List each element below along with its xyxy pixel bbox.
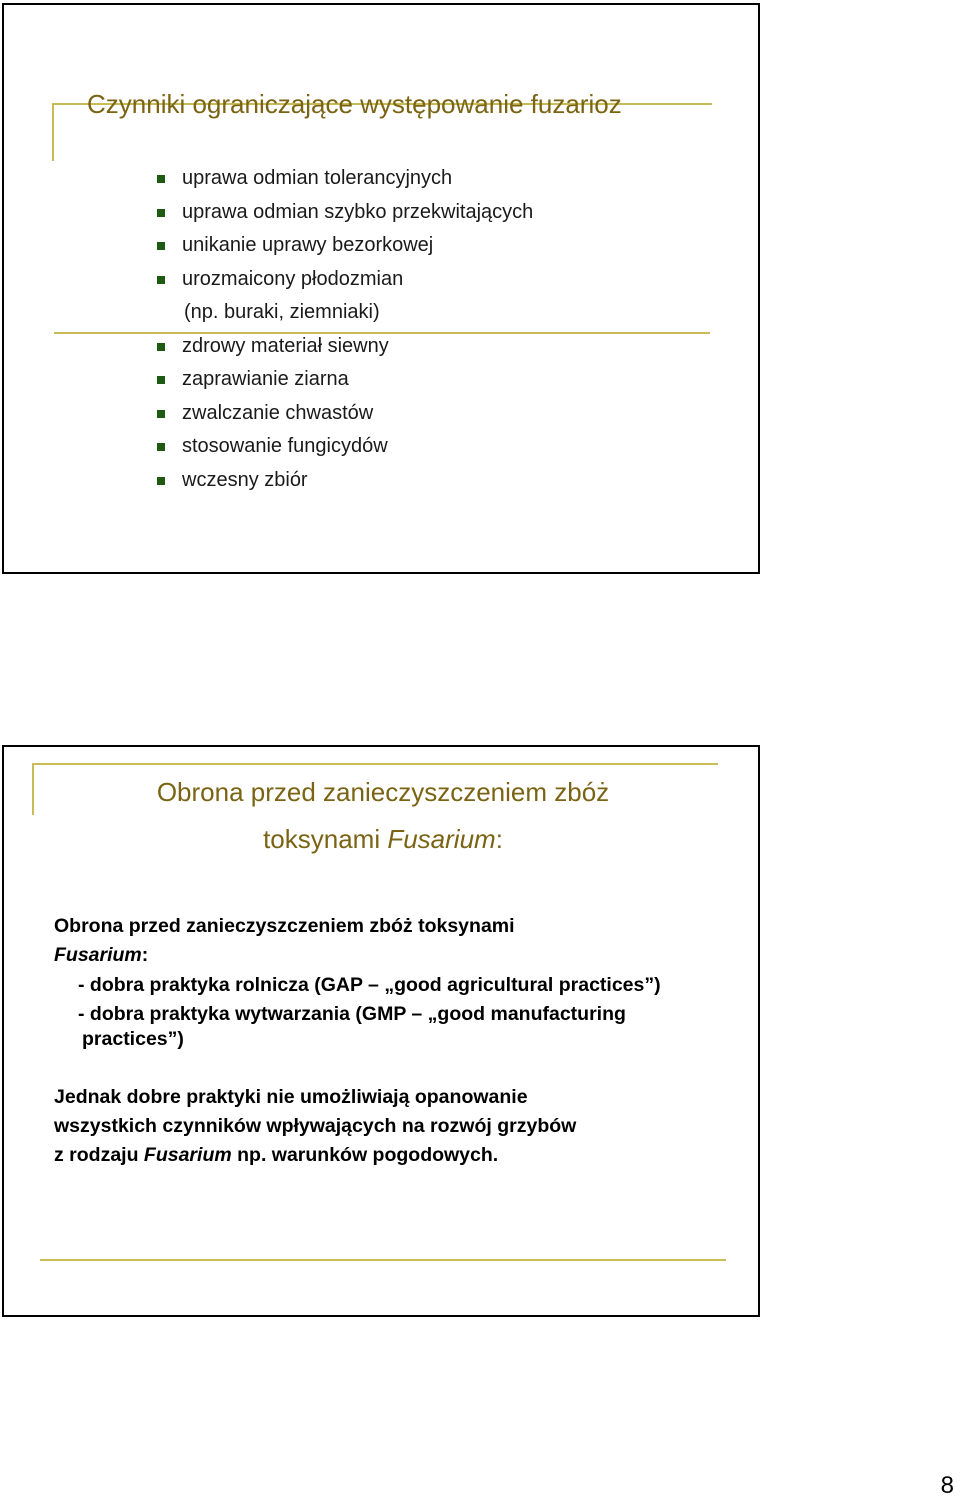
page-number: 8 — [940, 1472, 954, 1499]
square-bullet-icon — [157, 410, 165, 418]
title-accent-vertical — [52, 103, 54, 161]
square-bullet-icon — [157, 209, 165, 217]
square-bullet-icon — [157, 376, 165, 384]
bottom-accent-line — [40, 1259, 726, 1261]
square-bullet-icon — [157, 477, 165, 485]
slide-title-line-1: Obrona przed zanieczyszczeniem zbóż — [156, 777, 610, 807]
list-item: stosowanie fungicydów — [154, 431, 533, 465]
list-item: urozmaicony płodozmian — [154, 264, 533, 298]
list-item: uprawa odmian szybko przekwitających — [154, 197, 533, 231]
list-item: zwalczanie chwastów — [154, 398, 533, 432]
slide-1 — [2, 3, 760, 574]
intro-line-1: Obrona przed zanieczyszczeniem zbóż toksynami — [54, 915, 515, 937]
paragraph-line-1: Jednak dobre praktyki nie umożliwiają opanowanie — [54, 1086, 528, 1108]
slide-2 — [2, 745, 760, 1317]
square-bullet-icon — [157, 443, 165, 451]
square-bullet-icon — [157, 242, 165, 250]
list-item: unikanie uprawy bezorkowej — [154, 230, 533, 264]
slide-title-line-2: toksynami Fusarium: — [263, 824, 503, 854]
title-accent-line — [32, 763, 718, 765]
list-item: wczesny zbiór — [154, 465, 533, 499]
paragraph-line-3: z rodzaju Fusarium np. warunków pogodowych. — [54, 1144, 499, 1166]
paragraph-line-2: wszystkich czynników wpływających na rozwój grzybów — [54, 1115, 577, 1137]
list-item: uprawa odmian tolerancyjnych — [154, 163, 533, 197]
practice-item-gmp-continuation: practices”) — [82, 1028, 184, 1050]
square-bullet-icon — [157, 175, 165, 183]
list-item: zdrowy materiał siewny — [154, 331, 533, 365]
square-bullet-icon — [157, 276, 165, 284]
list-item-continuation: (np. buraki, ziemniaki) — [184, 301, 380, 323]
slide-title: Czynniki ograniczające występowanie fuzarioz — [87, 89, 622, 119]
square-bullet-icon — [157, 343, 165, 351]
intro-line-2: Fusarium: — [54, 944, 149, 966]
list-item: zaprawianie ziarna — [154, 364, 533, 398]
practice-item-gmp: - dobra praktyka wytwarzania (GMP – „good manufacturing — [78, 1003, 626, 1025]
practice-item-gap: - dobra praktyka rolnicza (GAP – „good agricultural practices”) — [78, 974, 661, 996]
bullet-list — [154, 163, 533, 498]
